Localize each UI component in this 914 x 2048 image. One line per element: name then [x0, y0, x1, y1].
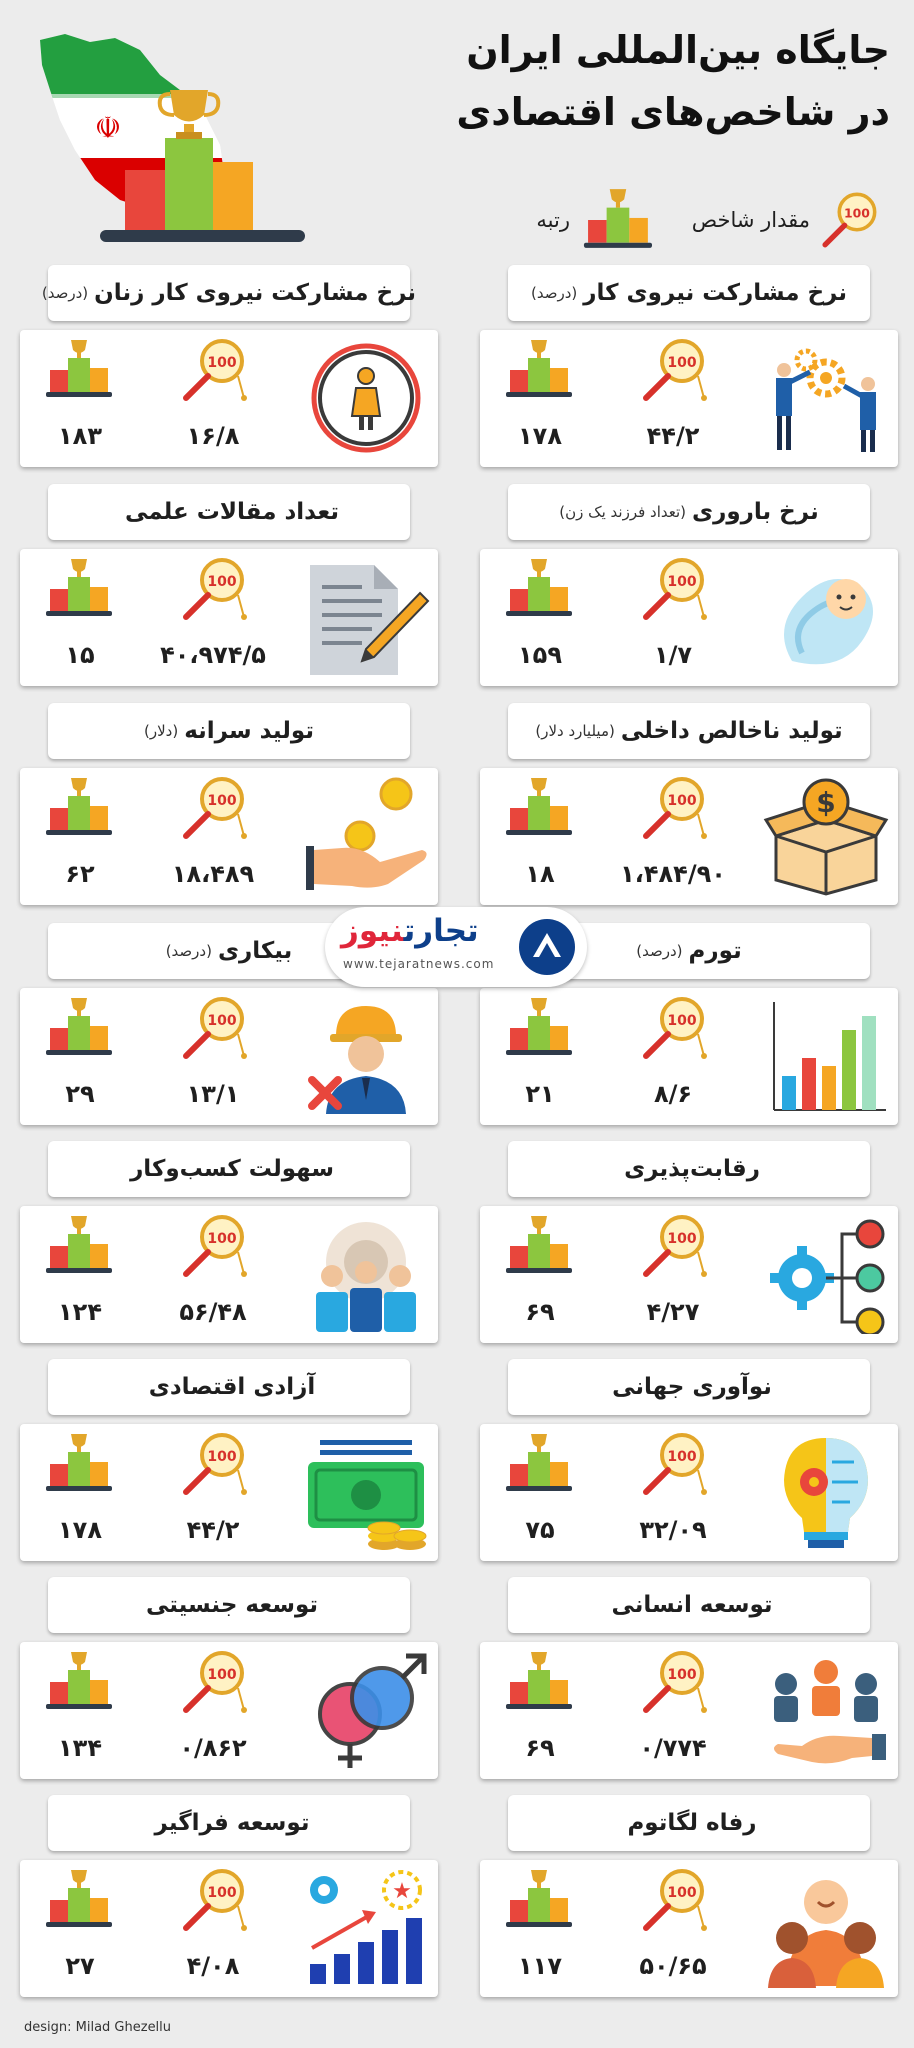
people-hand-icon — [762, 1650, 890, 1770]
indicator-rank: ۱۸۳ — [58, 422, 102, 450]
hand-coins-icon — [302, 776, 430, 896]
trophy-podium-icon — [42, 1432, 118, 1496]
magnifier-100-icon — [178, 1212, 248, 1280]
trophy-podium-icon — [502, 1868, 578, 1932]
indicator-rank: ۷۵ — [525, 1516, 555, 1544]
growth-chart-icon — [302, 1868, 430, 1988]
lightbulb-icon — [762, 1432, 890, 1552]
indicator-title — [48, 484, 410, 540]
svg-text:$: $ — [816, 786, 836, 819]
svg-text:100: 100 — [207, 355, 237, 371]
indicator-body — [480, 1642, 898, 1779]
indicator-rank: ۱۷۸ — [518, 422, 562, 450]
page-title-line-1: جایگاه بین‌المللی ایران — [466, 28, 890, 72]
design-credit: design: Milad Ghezellu — [24, 2020, 172, 2035]
svg-text:100: 100 — [207, 1667, 237, 1683]
page-title-line-2: در شاخص‌های اقتصادی — [456, 90, 890, 134]
trophy-podium-icon — [42, 1214, 118, 1278]
trophy-podium-icon — [42, 1868, 118, 1932]
trophy-podium-icon — [502, 1650, 578, 1714]
svg-text:100: 100 — [667, 1231, 697, 1247]
indicator-title — [508, 1577, 870, 1633]
svg-text:★: ★ — [392, 1879, 412, 1904]
indicator-title-text: رقابت‌پذیری — [624, 1156, 760, 1182]
indicator-body — [480, 988, 898, 1125]
magnifier-100-icon — [638, 1430, 708, 1498]
indicator-body — [20, 1860, 438, 1997]
brand-name — [341, 913, 479, 949]
baby-icon — [762, 557, 890, 677]
magnifier-100-icon — [638, 336, 708, 404]
legend — [470, 185, 890, 255]
indicator-title-text: رفاه لگاتوم — [627, 1810, 757, 1836]
gear-network-icon — [762, 1214, 890, 1334]
indicator-value: ۱۳/۱ — [186, 1080, 240, 1108]
indicator-title — [508, 1141, 870, 1197]
indicator-body — [480, 1424, 898, 1561]
indicator-value: ۵۰/۶۵ — [639, 1952, 707, 1980]
indicator-title — [48, 1577, 410, 1633]
magnifier-100-icon — [178, 1648, 248, 1716]
indicator-value: ۴۴/۲ — [646, 422, 700, 450]
magnifier-100-icon — [818, 189, 880, 251]
magnifier-100-icon — [638, 1866, 708, 1934]
indicator-unit: (درصد) — [41, 284, 89, 302]
trophy-podium-icon — [502, 1214, 578, 1278]
cash-coins-icon — [302, 1432, 430, 1552]
iran-map-trophy-icon — [20, 20, 350, 255]
indicator-title-text: توسعه انسانی — [611, 1592, 773, 1618]
indicator-body — [480, 330, 898, 467]
svg-text:100: 100 — [207, 1013, 237, 1029]
indicator-value: ۰/۷۷۴ — [639, 1734, 707, 1762]
magnifier-100-icon — [638, 774, 708, 842]
magnifier-100-icon — [638, 1648, 708, 1716]
svg-text:100: 100 — [667, 1667, 697, 1683]
indicator-title — [41, 265, 417, 321]
trophy-podium-icon — [502, 557, 578, 621]
legend-rank — [536, 185, 660, 255]
indicator-rank: ۱۸ — [525, 860, 555, 888]
indicator-title — [508, 703, 870, 759]
indicator-value: ۴۴/۲ — [186, 1516, 240, 1544]
indicator-title-text: تعداد مقالات علمی — [124, 499, 340, 525]
trophy-podium-icon — [502, 776, 578, 840]
svg-text:100: 100 — [207, 1449, 237, 1465]
trophy-podium-icon — [502, 338, 578, 402]
magnifier-100-icon — [178, 336, 248, 404]
trophy-podium-icon — [42, 557, 118, 621]
business-team-icon — [302, 1214, 430, 1334]
indicator-rank: ۶۹ — [525, 1298, 555, 1326]
indicator-value: ۸/۶ — [653, 1080, 693, 1108]
magnifier-100-icon — [638, 1212, 708, 1280]
svg-text:100: 100 — [667, 1013, 697, 1029]
indicator-title-text: نرخ مشارکت نیروی کار زنان — [94, 280, 417, 306]
indicator-rank: ۲۷ — [65, 1952, 95, 1980]
indicator-value: ۴/۰۸ — [186, 1952, 240, 1980]
indicator-value: ۱۶/۸ — [186, 422, 240, 450]
indicator-body — [20, 988, 438, 1125]
indicator-title-text: نوآوری جهانی — [612, 1374, 772, 1400]
indicator-value: ۴۰،۹۷۴/۵ — [160, 641, 266, 669]
svg-text:☫: ☫ — [94, 111, 122, 146]
trophy-podium-icon — [578, 187, 660, 253]
indicator-value: ۱۸،۴۸۹ — [171, 860, 255, 888]
indicator-title-text: سهولت کسب‌وکار — [130, 1156, 334, 1182]
trophy-podium-icon — [502, 996, 578, 1060]
magnifier-100-icon — [178, 1866, 248, 1934]
indicator-rank: ۶۹ — [525, 1734, 555, 1762]
svg-text:100: 100 — [207, 1885, 237, 1901]
indicator-title — [48, 1795, 410, 1851]
indicator-title-text: تولید ناخالص داخلی — [620, 718, 843, 744]
indicator-rank: ۱۱۷ — [518, 1952, 562, 1980]
indicator-value: ۱،۴۸۴/۹۰ — [620, 860, 726, 888]
indicator-rank: ۱۵ — [65, 641, 95, 669]
indicator-rank: ۱۳۴ — [58, 1734, 102, 1762]
legend-rank-label: رتبه — [536, 208, 570, 232]
indicator-title — [48, 703, 410, 759]
indicator-body — [480, 549, 898, 686]
indicator-rank: ۲۱ — [525, 1080, 555, 1108]
indicator-title-text: نرخ مشارکت نیروی کار — [583, 280, 847, 306]
trophy-podium-icon — [42, 996, 118, 1060]
indicator-rank: ۶۲ — [65, 860, 95, 888]
brand-url: www.tejaratnews.com — [343, 957, 495, 971]
indicator-title — [508, 1795, 870, 1851]
money-box-icon — [762, 776, 890, 896]
indicator-rank: ۱۵۹ — [518, 641, 562, 669]
svg-text:100: 100 — [667, 1885, 697, 1901]
indicator-title-text: نرخ باروری — [692, 499, 819, 525]
indicator-body — [20, 1424, 438, 1561]
brand-emblem-icon — [517, 917, 577, 977]
indicator-body — [20, 330, 438, 467]
indicator-rank: ۲۹ — [65, 1080, 95, 1108]
indicator-value: ۱/۷ — [653, 641, 693, 669]
indicator-unit: (دلار) — [144, 722, 179, 740]
magnifier-100-icon — [178, 555, 248, 623]
svg-text:100: 100 — [844, 205, 870, 221]
svg-text:100: 100 — [667, 793, 697, 809]
legend-value — [692, 185, 880, 255]
woman-icon — [302, 338, 430, 458]
indicator-title — [508, 1359, 870, 1415]
indicator-unit: (درصد) — [636, 942, 683, 960]
indicator-value: ۵۶/۴۸ — [179, 1298, 247, 1326]
document-pen-icon — [302, 557, 430, 677]
trophy-podium-icon — [42, 776, 118, 840]
trophy-podium-icon — [42, 338, 118, 402]
indicator-rank: ۱۷۸ — [58, 1516, 102, 1544]
magnifier-100-icon — [638, 994, 708, 1062]
svg-text:100: 100 — [207, 574, 237, 590]
magnifier-100-icon — [178, 994, 248, 1062]
indicator-title-text: آزادی اقتصادی — [148, 1374, 316, 1400]
indicator-unit: (درصد) — [531, 284, 578, 302]
indicator-value: ۴/۲۷ — [646, 1298, 700, 1326]
indicator-unit: (درصد) — [165, 942, 212, 960]
indicator-title — [508, 484, 870, 540]
gender-symbols-icon — [302, 1650, 430, 1770]
brand-name-part1: تجارت — [403, 913, 479, 949]
indicator-title-text: بیکاری — [217, 938, 293, 964]
indicator-title — [48, 1141, 410, 1197]
legend-value-label: مقدار شاخص — [691, 208, 810, 232]
indicator-body — [480, 1860, 898, 1997]
svg-text:100: 100 — [207, 793, 237, 809]
indicator-title-text: تورم — [688, 938, 742, 964]
indicator-body — [480, 768, 898, 905]
family-icon — [762, 1868, 890, 1988]
indicator-title — [508, 265, 870, 321]
brand-logo — [325, 907, 587, 987]
indicator-rank: ۱۲۴ — [58, 1298, 102, 1326]
magnifier-100-icon — [178, 1430, 248, 1498]
bar-chart-icon — [762, 996, 890, 1116]
svg-text:100: 100 — [667, 1449, 697, 1465]
magnifier-100-icon — [178, 774, 248, 842]
magnifier-100-icon — [638, 555, 708, 623]
indicator-title-text: تولید سرانه — [184, 718, 314, 744]
brand-name-part2: نیوز — [341, 913, 404, 949]
indicator-body — [480, 1206, 898, 1343]
indicator-body — [20, 1206, 438, 1343]
indicator-title-text: توسعه فراگیر — [154, 1810, 310, 1836]
indicator-unit: (تعداد فرزند یک زن) — [559, 503, 687, 521]
svg-text:100: 100 — [667, 355, 697, 371]
workers-gears-icon — [762, 338, 890, 458]
indicator-value: ۰/۸۶۲ — [179, 1734, 247, 1762]
indicator-unit: (میلیارد دلار) — [535, 722, 615, 740]
indicator-title — [48, 1359, 410, 1415]
trophy-podium-icon — [42, 1650, 118, 1714]
indicator-body — [20, 768, 438, 905]
svg-text:100: 100 — [207, 1231, 237, 1247]
trophy-podium-icon — [502, 1432, 578, 1496]
indicator-body — [20, 1642, 438, 1779]
indicator-title-text: توسعه جنسیتی — [145, 1592, 319, 1618]
svg-text:100: 100 — [667, 574, 697, 590]
indicator-body — [20, 549, 438, 686]
indicator-value: ۳۲/۰۹ — [639, 1516, 707, 1544]
unemployed-worker-icon — [302, 996, 430, 1116]
